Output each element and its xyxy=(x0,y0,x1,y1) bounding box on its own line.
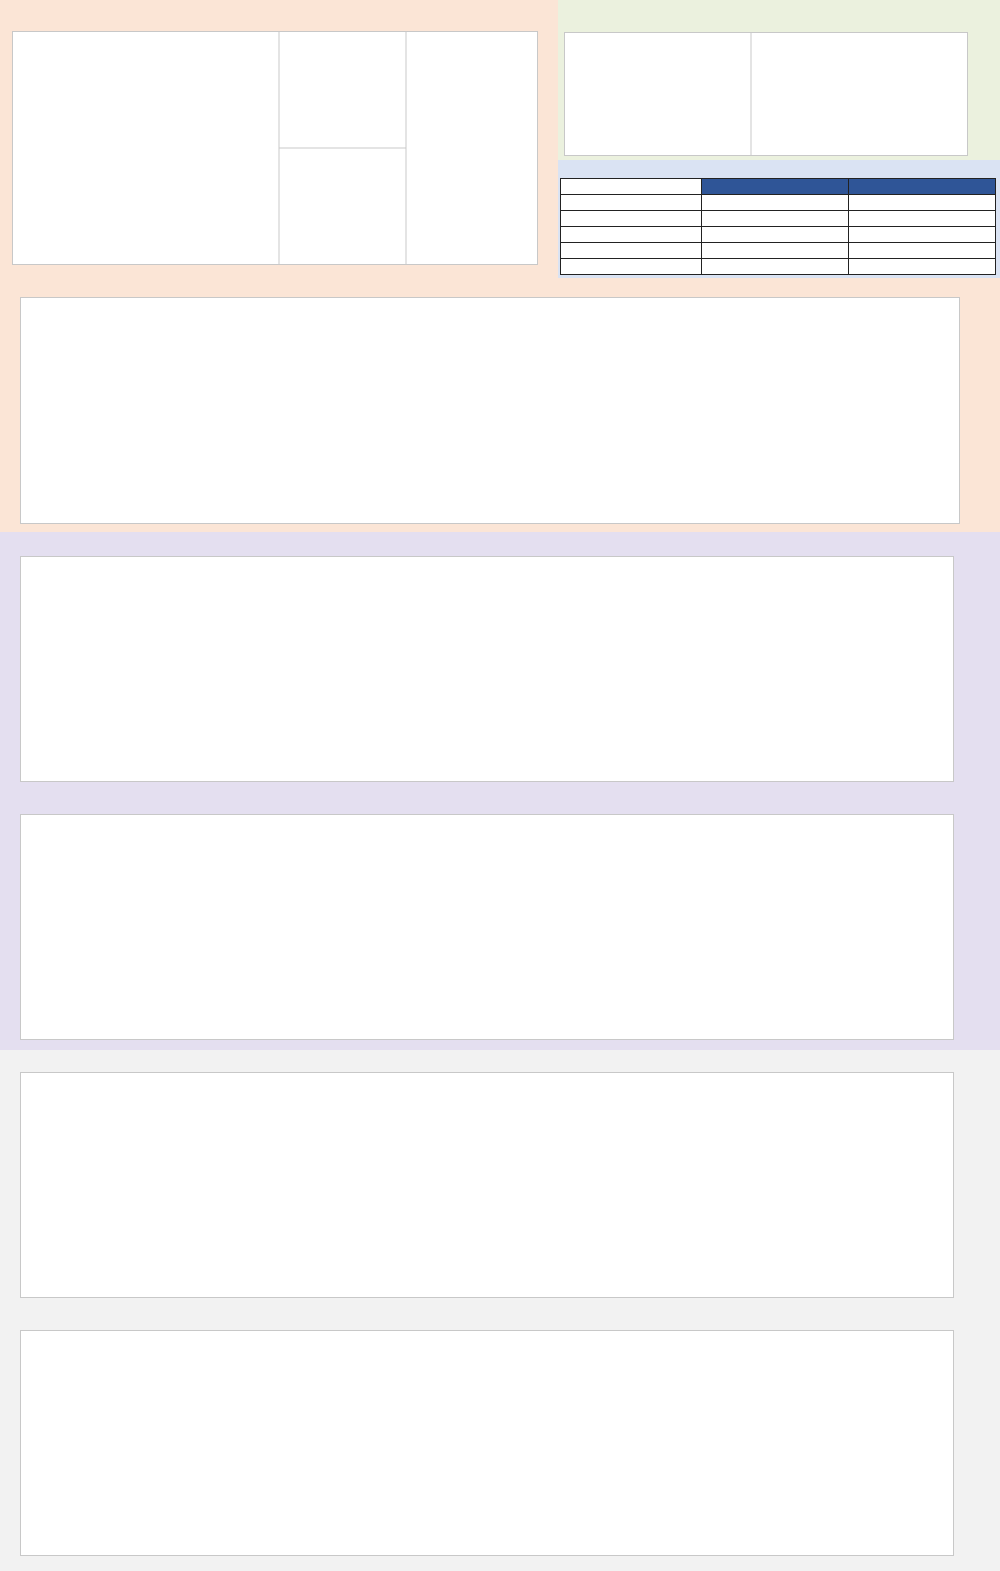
tokushima-2021-chart xyxy=(20,556,954,782)
past-history-svg xyxy=(21,298,959,523)
naruto-pies-svg xyxy=(565,33,967,155)
eval-cell xyxy=(561,227,702,243)
history-pies-svg xyxy=(13,32,537,264)
eval-cell xyxy=(561,211,702,227)
table-row xyxy=(561,227,996,243)
eval-cell xyxy=(561,195,702,211)
table-row xyxy=(561,243,996,259)
eval-cell xyxy=(561,243,702,259)
table-row xyxy=(561,259,996,275)
eval-cell xyxy=(849,195,996,211)
kobe-2020-svg xyxy=(21,1331,953,1555)
eval-header-kobe xyxy=(849,179,996,195)
pie-chart-panel xyxy=(12,31,538,265)
eval-header-tokushima xyxy=(702,179,849,195)
kobe-2020-chart xyxy=(20,1330,954,1556)
eval-cell xyxy=(702,243,849,259)
tokushima-2021-svg xyxy=(21,557,953,781)
kobe-2021-svg xyxy=(21,815,953,1039)
eval-cell xyxy=(849,227,996,243)
eval-cell xyxy=(702,211,849,227)
tokushima-2020-svg xyxy=(21,1073,953,1297)
tokushima-2020-chart xyxy=(20,1072,954,1298)
kobe-2021-chart xyxy=(20,814,954,1040)
eval-table xyxy=(560,178,996,275)
eval-header-label xyxy=(561,179,702,195)
table-row xyxy=(561,195,996,211)
eval-cell xyxy=(849,211,996,227)
eval-cell xyxy=(849,243,996,259)
eval-cell xyxy=(702,195,849,211)
table-row xyxy=(561,211,996,227)
eval-cell xyxy=(702,227,849,243)
past-history-chart xyxy=(20,297,960,524)
naruto-pie-panel xyxy=(564,32,968,156)
